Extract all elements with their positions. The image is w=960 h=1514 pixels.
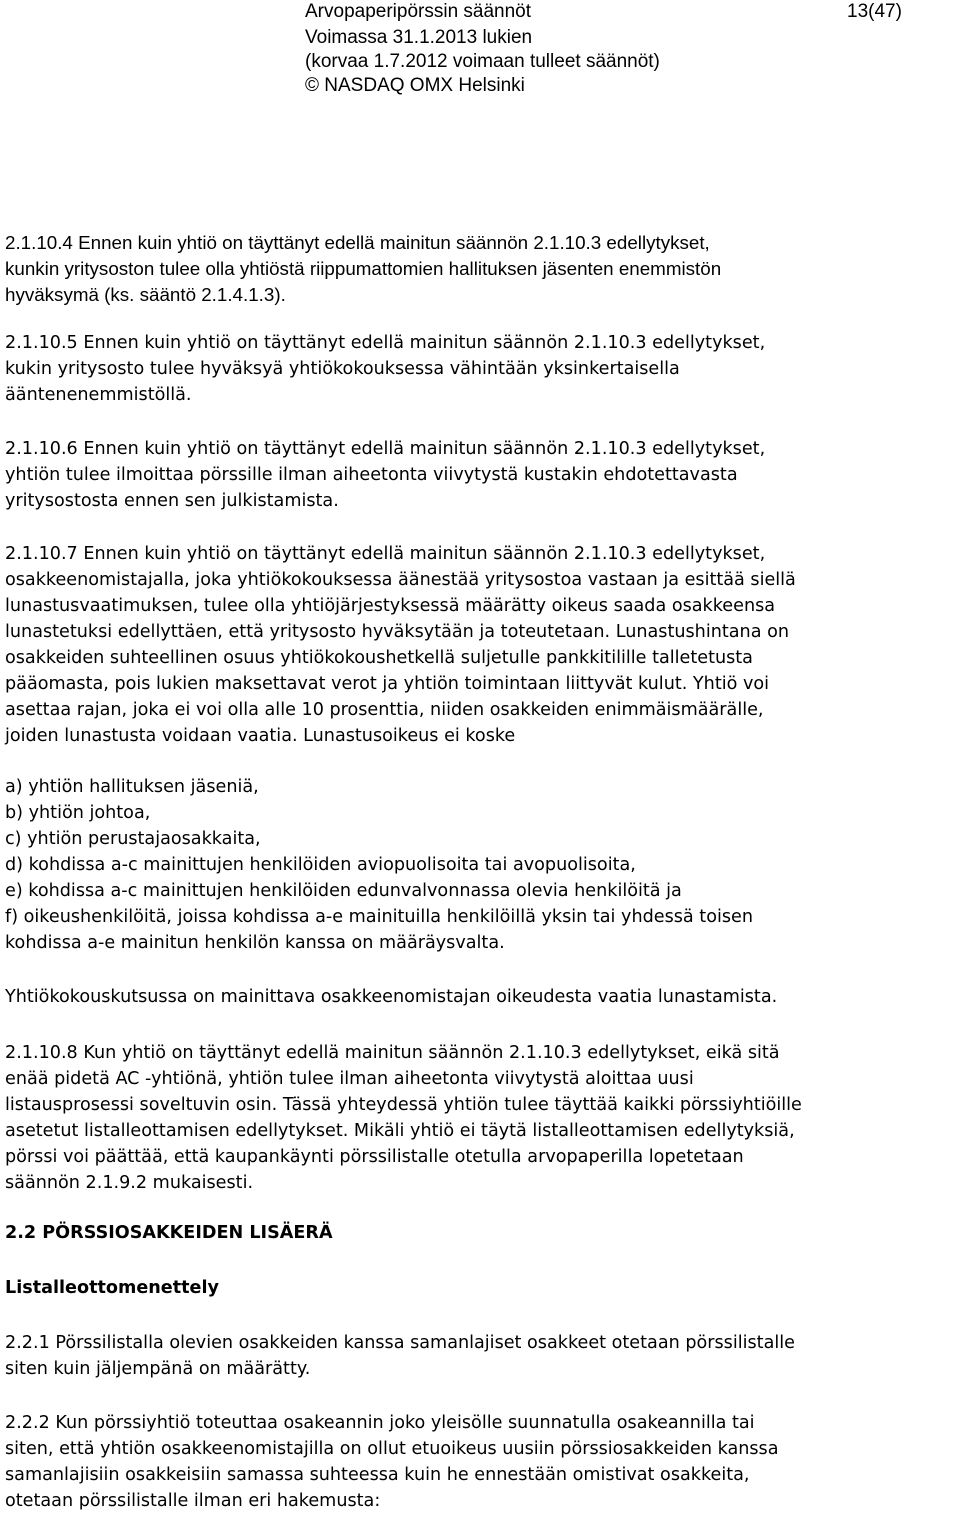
subheading: Listalleottomenettely (5, 1278, 219, 1298)
text-line: hyväksymä (ks. sääntö 2.1.4.1.3). (5, 284, 286, 305)
replaces-note: (korvaa 1.7.2012 voimaan tulleet säännöt) (305, 51, 660, 72)
text-line: siten kuin jäljempänä on määrätty. (5, 1359, 311, 1379)
text-line: asettaa rajan, joka ei voi olla alle 10 prosenttia, niiden osakkeiden enimmäismäärälle, (5, 700, 764, 720)
document-title: Arvopaperipörssin säännöt (305, 1, 532, 22)
text-line: pörssi voi päättää, että kaupankäynti pörssilistalle otetulla arvopaperilla lopetetaan (5, 1147, 744, 1167)
text-line: pääomasta, pois lukien maksettavat verot ja yhtiön toimintaan liittyvät kulut. Yhtiö voi (5, 674, 770, 694)
paragraph-2-2-2 (5, 1410, 957, 1514)
section-heading: 2.2 PÖRSSIOSAKKEIDEN LISÄERÄ (5, 1223, 333, 1243)
text-line: 2.1.10.5 Ennen kuin yhtiö on täyttänyt edellä mainitun säännön 2.1.10.3 edellytykset, (5, 333, 766, 353)
text-line: enää pidetä AC -yhtiönä, yhtiön tulee ilman aiheetonta viivytystä aloittaa uusi (5, 1069, 694, 1089)
text-line: lunastusvaatimuksen, tulee olla yhtiöjärjestyksessä määrätty oikeus saada osakkeensa (5, 596, 776, 616)
list-item: a) yhtiön hallituksen jäseniä, (5, 777, 259, 797)
paragraph-2-1-10-4 (5, 230, 957, 308)
text-line: 2.1.10.4 Ennen kuin yhtiö on täyttänyt edellä mainitun säännön 2.1.10.3 edellytykset, (5, 232, 710, 253)
text-line: kunkin yritysoston tulee olla yhtiöstä riippumattomien hallituksen jäsenten enemmistön (5, 258, 722, 279)
paragraph-2-1-10-6 (5, 436, 957, 514)
text-line: 2.1.10.8 Kun yhtiö on täyttänyt edellä mainitun säännön 2.1.10.3 edellytykset, eikä sitä (5, 1043, 780, 1063)
text-line: 2.1.10.7 Ennen kuin yhtiö on täyttänyt edellä mainitun säännön 2.1.10.3 edellytykset, (5, 544, 766, 564)
text-line: otetaan pörssilistalle ilman eri hakemusta: (5, 1491, 381, 1511)
paragraph-2-2-1 (5, 1330, 957, 1382)
list-item: f) oikeushenkilöitä, joissa kohdissa a-e mainituilla henkilöillä yksin tai yhdessä toisen (5, 907, 753, 927)
list-item: e) kohdissa a-c mainittujen henkilöiden edunvalvonnassa olevia henkilöitä ja (5, 881, 682, 901)
text-line: yritysostosta ennen sen julkistamista. (5, 491, 339, 511)
paragraph-2-1-10-8 (5, 1040, 957, 1196)
text-line: 2.1.10.6 Ennen kuin yhtiö on täyttänyt edellä mainitun säännön 2.1.10.3 edellytykset, (5, 439, 766, 459)
text-line: 2.2.2 Kun pörssiyhtiö toteuttaa osakeannin joko yleisölle suunnatulla osakeannilla tai (5, 1413, 755, 1433)
meeting-notice-paragraph (5, 984, 957, 1010)
list-item: c) yhtiön perustajaosakkaita, (5, 829, 261, 849)
text-line: samanlajisiin osakkeisiin samassa suhteessa kuin he ennestään omistivat osakkeita, (5, 1465, 750, 1485)
text-line: osakkeiden suhteellinen osuus yhtiökokoushetkellä suljetulle pankkitilille talletetusta (5, 648, 753, 668)
page-number: 13(47) (847, 1, 902, 22)
text-line: osakkeenomistajalla, joka yhtiökokouksessa äänestää yritysostoa vastaan ja esittää siellä (5, 570, 796, 590)
text-line: Yhtiökokouskutsussa on mainittava osakkeenomistajan oikeudesta vaatia lunastamista. (5, 987, 778, 1007)
text-line: 2.2.1 Pörssilistalla olevien osakkeiden kanssa samanlajiset osakkeet otetaan pörssilistalle (5, 1333, 795, 1353)
copyright-notice: © NASDAQ OMX Helsinki (305, 75, 525, 96)
list-item: kohdissa a-e mainitun henkilön kanssa on määräysvalta. (5, 933, 505, 953)
text-line: joiden lunastusta voidaan vaatia. Lunastusoikeus ei koske (5, 726, 516, 746)
list-item: b) yhtiön johtoa, (5, 803, 151, 823)
text-line: yhtiön tulee ilmoittaa pörssille ilman aiheetonta viivytystä kustakin ehdotettavasta (5, 465, 738, 485)
text-line: listausprosessi soveltuvin osin. Tässä yhteydessä yhtiön tulee täyttää kaikki pörssiyhtiöille (5, 1095, 802, 1115)
text-line: siten, että yhtiön osakkeenomistajilla on ollut etuoikeus uusiin pörssiosakkeiden kanssa (5, 1439, 779, 1459)
text-line: asetetut listalleottamisen edellytykset. Mikäli yhtiö ei täytä listalleottamisen edellytyksiä, (5, 1121, 795, 1141)
list-item: d) kohdissa a-c mainittujen henkilöiden aviopuolisoita tai avopuolisoita, (5, 855, 636, 875)
validity-date: Voimassa 31.1.2013 lukien (305, 27, 533, 48)
text-line: säännön 2.1.9.2 mukaisesti. (5, 1173, 254, 1193)
paragraph-2-1-10-5 (5, 330, 957, 408)
exclusion-list (5, 774, 957, 956)
paragraph-2-1-10-7 (5, 541, 957, 749)
text-line: kukin yritysosto tulee hyväksyä yhtiökokouksessa vähintään yksinkertaisella (5, 359, 680, 379)
text-line: ääntenenemmistöllä. (5, 385, 192, 405)
text-line: lunastetuksi edellyttäen, että yritysosto hyväksytään ja toteutetaan. Lunastushintana on (5, 622, 789, 642)
